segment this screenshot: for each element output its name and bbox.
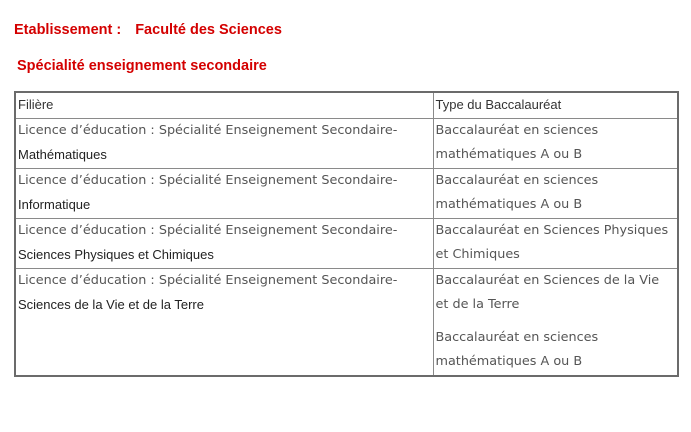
etablissement-value: Faculté des Sciences	[135, 22, 282, 38]
bac-line: et de la Terre	[435, 297, 520, 312]
filiere-cell	[15, 168, 433, 218]
bac-line: et Chimiques	[435, 247, 520, 262]
specialite-title: Spécialité enseignement secondaire	[17, 58, 267, 74]
bac-cell	[433, 268, 678, 376]
filiere-prefix: Licence d’éducation : Spécialité Enseignement Secondaire-	[18, 172, 398, 188]
table-row	[15, 168, 678, 218]
filiere-cell	[15, 118, 433, 168]
bac-separator	[436, 318, 676, 326]
etablissement-label: Etablissement :	[14, 22, 122, 38]
filiere-specialite: Sciences Physiques et Chimiques	[18, 247, 214, 262]
bac-line: mathématiques A ou B	[435, 147, 583, 162]
column-header-filiere: Filière	[15, 92, 433, 118]
bac-cell	[433, 118, 678, 168]
table-row	[15, 218, 678, 268]
filiere-specialite: Informatique	[18, 197, 91, 212]
table-row	[15, 268, 678, 376]
table-header-row	[15, 92, 678, 118]
bac-line: Baccalauréat en Sciences Physiques	[435, 222, 669, 238]
filiere-cell	[15, 268, 433, 376]
table-row	[15, 118, 678, 168]
bac-line: Baccalauréat en sciences	[435, 172, 599, 188]
bac-line: Baccalauréat en sciences	[435, 329, 599, 345]
column-header-bac: Type du Baccalauréat	[433, 92, 678, 118]
bac-line: Baccalauréat en Sciences de la Vie	[435, 272, 660, 288]
bac-cell	[433, 218, 678, 268]
bac-line: mathématiques A ou B	[435, 197, 583, 212]
bac-line: Baccalauréat en sciences	[435, 122, 599, 138]
bac-line: mathématiques A ou B	[435, 354, 583, 369]
filiere-specialite: Mathématiques	[18, 147, 107, 162]
filiere-prefix: Licence d’éducation : Spécialité Enseignement Secondaire-	[18, 272, 398, 288]
filiere-cell	[15, 218, 433, 268]
filieres-table	[14, 91, 679, 377]
filiere-prefix: Licence d’éducation : Spécialité Enseignement Secondaire-	[18, 222, 398, 238]
filiere-specialite: Sciences de la Vie et de la Terre	[18, 297, 204, 312]
filiere-prefix: Licence d’éducation : Spécialité Enseignement Secondaire-	[18, 122, 398, 138]
etablissement-heading	[14, 22, 282, 38]
bac-cell	[433, 168, 678, 218]
